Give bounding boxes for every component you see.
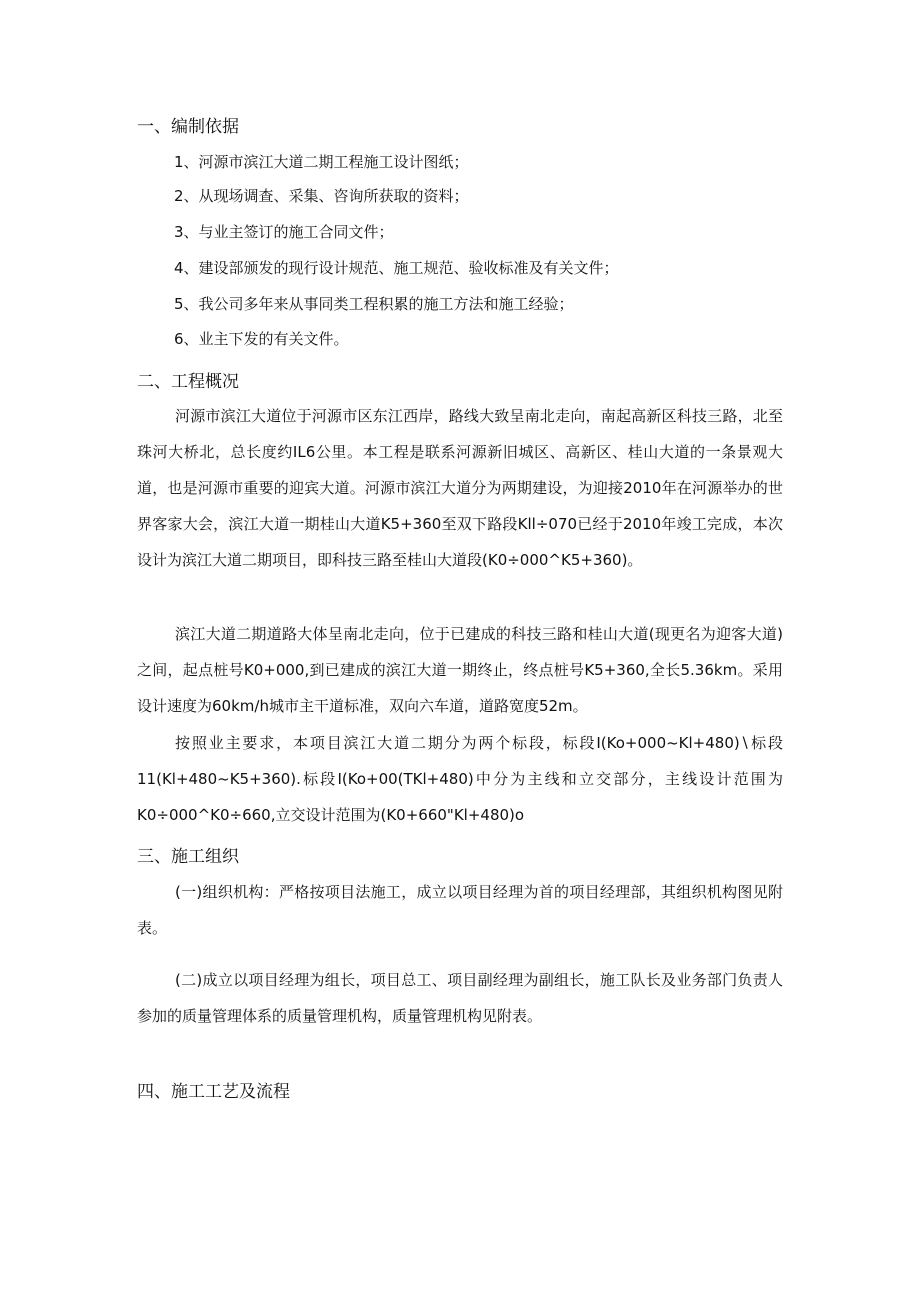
section-heading-process: 四、施工工艺及流程 bbox=[137, 1082, 290, 1102]
basis-item-6: 6、业主下发的有关文件。 bbox=[174, 330, 349, 348]
section-heading-basis: 一、编制依据 bbox=[137, 117, 239, 137]
basis-item-5: 5、我公司多年来从事同类工程积累的施工方法和施工经验； bbox=[174, 295, 574, 313]
overview-paragraph-3: 按照业主要求，本项目滨江大道二期分为两个标段，标段I(Ko+000~Kl+480)∖标段11(Kl+480~K5+360).标段I(Ko+00(TKl+480)中分为主线和立交部分，主线设计范围为K0÷000^K0÷660,立交设计范围为(K0+660"Kl+480)o bbox=[137, 734, 783, 824]
organization-paragraph-2: (二)成立以项目经理为组长，项目总工、项目副经理为副组长，施工队长及业务部门负责人参加的质量管理体系的质量管理机构，质量管理机构见附表。 bbox=[137, 971, 783, 1025]
section-heading-organization: 三、施工组织 bbox=[137, 847, 239, 867]
overview-paragraph-1: 河源市滨江大道位于河源市区东江西岸，路线大致呈南北走向，南起高新区科技三路，北至珠河大桥北，总长度约IL6公里。本工程是联系河源新旧城区、高新区、桂山大道的一条景观大道，也是河源市重要的迎宾大道。河源市滨江大道分为两期建设，为迎接2010年在河源举办的世界客家大会，滨江大道一期桂山大道K5+360至双下路段Kll÷070已经于2010年竣工完成，本次设计为滨江大道二期项目，即科技三路至桂山大道段(K0÷000^K5+360)。 bbox=[137, 407, 783, 569]
basis-item-4: 4、建设部颁发的现行设计规范、施工规范、验收标准及有关文件； bbox=[174, 259, 619, 277]
basis-item-3: 3、与业主签订的施工合同文件； bbox=[174, 223, 394, 241]
basis-item-1: 1、河源市滨江大道二期工程施工设计图纸； bbox=[174, 153, 469, 171]
section-heading-overview: 二、工程概况 bbox=[137, 372, 239, 392]
basis-item-2: 2、从现场调查、采集、咨询所获取的资料； bbox=[174, 187, 469, 205]
overview-paragraph-2: 滨江大道二期道路大体呈南北走向，位于已建成的科技三路和桂山大道(现更名为迎客大道)之间，起点桩号K0+000,到已建成的滨江大道一期终止，终点桩号K5+360,全长5.36km。采用设计速度为60km∕h城市主干道标准，双向六车道，道路宽度52m。 bbox=[137, 625, 783, 715]
organization-paragraph-1: (一)组织机构：严格按项目法施工，成立以项目经理为首的项目经理部，其组织机构图见附表。 bbox=[137, 883, 783, 937]
